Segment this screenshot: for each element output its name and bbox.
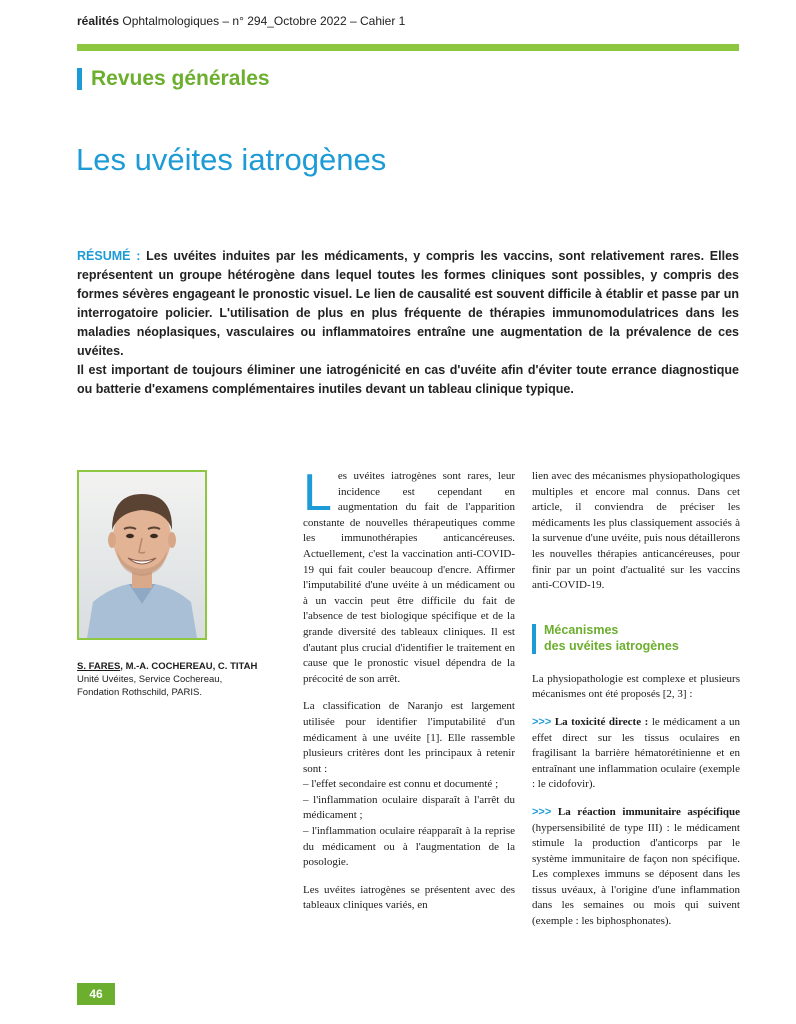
criteria-list [303, 777, 515, 871]
presentation-paragraph: Les uvéites iatrogènes se présentent avec des tableaux cliniques variés, en [303, 883, 515, 912]
naranjo-paragraph: La classification de Naranjo est largement utilisée pour identifier l'imputabilité d'un médicament à une uvéite [1]. Elle rassemble plusieurs critères dont les principaux à retenir sont : [303, 700, 515, 775]
summary-paragraph-1 [77, 247, 739, 361]
summary [77, 247, 739, 399]
list-item: – l'effet secondaire est connu et documenté ; [303, 778, 499, 791]
arrow-marker: >>> [532, 715, 552, 728]
body-column-1 [303, 464, 515, 926]
summary-text-1: Les uvéites induites par les médicaments, y compris les vaccins, sont relativement rares. Elles représentent un groupe hétérogène dans lequel toutes les formes cliniques sont possibles, y compris des formes sévères engageant le pronostic visuel. Le lien de causalité est souvent difficile à établir et passe par un interrogatoire policier. L'utilisation de plus en plus fréquente de thérapies immunomodulatrices dans les maladies néoplasiques, vasculaires ou inflammatoires entraîne une augmentation de la prévalence de ces uvéites. [77, 249, 739, 358]
author-block [77, 660, 257, 699]
summary-paragraph-2: Il est important de toujours éliminer une iatrogénicité en cas d'uvéite afin d'éviter toute errance diagnostique ou batterie d'examens complémentaires inutiles devant un tableau clinique typique. [77, 363, 739, 396]
drop-cap: L [303, 464, 332, 522]
summary-label: RÉSUMÉ : [77, 249, 141, 263]
mechanism-text: le médicament a un effet direct sur les tissus oculaires en fragilisant la barrière hématorétinienne et en entraînant une inflammation oculaire (exemple : le cidofovir). [532, 715, 741, 791]
mechanisms-intro: La physiopathologie est complexe et plusieurs mécanismes ont été proposés [2, 3] : [532, 672, 740, 701]
section-marker [77, 68, 82, 90]
mechanism-lead: La réaction immunitaire aspécifique [551, 805, 740, 818]
section-label [77, 66, 270, 92]
mechanism-item [532, 715, 740, 793]
header-rule [77, 44, 739, 51]
list-item: – l'inflammation oculaire disparaît à l'arrêt du médicament ; [303, 793, 515, 822]
body-column-2 [532, 469, 740, 942]
mechanism-lead: La toxicité directe : [551, 715, 649, 728]
subsection-title-line-1: Mécanismes [544, 622, 619, 637]
subsection-title-line-2: des uvéites iatrogènes [544, 638, 679, 653]
issue-info: Ophtalmologiques – n° 294_Octobre 2022 – Cahier 1 [119, 14, 406, 28]
running-header [77, 14, 405, 28]
arrow-marker: >>> [532, 805, 552, 818]
intro-text: es uvéites iatrogènes sont rares, leur incidence est cependant en augmentation du fait de l'apparition constante de nouvelles thérapeutiques comme les immunothérapies anticancéreuses. Actuellement, c'est la vaccination anti-COVID-19 qui fait couler beaucoup d'encre. Affirmer l'imputabilité d'une uvéite à un médicament ou à un vaccin peut être difficile du fait de l'absence de test biologique spécifique et de la grande diversité des tableaux cliniques. Il est d'autant plus crucial d'identifier le traitement en cause que le pronostic visuel dépendra de la précocité de son arrêt. [303, 470, 515, 685]
section-title: Revues générales [91, 67, 270, 90]
subsection-marker [532, 624, 536, 654]
first-author: S. FARES [77, 661, 121, 672]
subsection-heading [532, 622, 740, 654]
co-authors: , M.-A. COCHEREAU, C. TITAH [120, 661, 258, 672]
journal-brand: réalités [77, 14, 120, 28]
author-affiliation-2: Fondation Rothschild, PARIS. [77, 687, 202, 698]
mechanism-item [532, 805, 740, 930]
list-item: – l'inflammation oculaire réapparaît à la reprise du médicament ou à l'augmentation de la posologie. [303, 825, 515, 869]
author-affiliation-1: Unité Uvéites, Service Cochereau, [77, 674, 223, 685]
intro-paragraph [303, 464, 515, 687]
page-number: 46 [77, 983, 115, 1005]
author-names [77, 660, 257, 673]
author-photo [77, 470, 207, 640]
mechanism-text: (hypersensibilité de type III) : le médicament stimule la production d'anticorps par le système immunitaire de façon non spécifique. Les complexes immuns se déposent dans les tissus uvéaux, à l'origine d'une inflammation dans les semaines ou mois qui suivent (exemple : les biphosphonates). [532, 821, 740, 928]
article-title: Les uvéites iatrogènes [76, 142, 387, 177]
continuation-paragraph: lien avec des mécanismes physiopathologiques multiples et encore mal connus. Dans cet article, il conviendra de préciser les médicaments les plus classiquement associés à la survenue d'une uvéite, puis nous détaillerons les nouvelles thérapies anticancéreuses, pour finir par un point d'actualité sur les vaccins anti-COVID-19. [532, 470, 740, 592]
author-portrait-image [79, 472, 205, 638]
